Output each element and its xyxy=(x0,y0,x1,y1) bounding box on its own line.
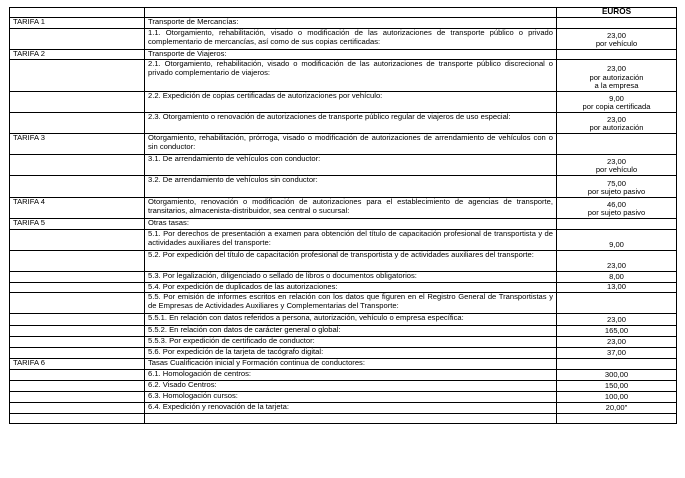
tarifa-cell: TARIFA 3 xyxy=(10,134,145,155)
description-cell: 6.3. Homologación cursos: xyxy=(145,392,557,403)
euros-header: EUROS xyxy=(557,8,677,18)
table-row xyxy=(10,403,677,414)
table-row xyxy=(10,50,677,60)
table-row xyxy=(10,219,677,230)
amount-cell: 23,00 xyxy=(557,314,677,326)
tarifa-cell: TARIFA 5 xyxy=(10,219,145,230)
tarifa-cell xyxy=(10,272,145,283)
description-cell: Transporte de Mercancías: xyxy=(145,18,557,29)
tarifa-cell xyxy=(10,176,145,198)
table-row xyxy=(10,134,677,155)
table-row xyxy=(10,198,677,219)
tarifa-cell: TARIFA 4 xyxy=(10,198,145,219)
tarifa-cell xyxy=(10,8,145,18)
description-cell: 5.5.2. En relación con datos de carácter general o global: xyxy=(145,326,557,337)
description-cell: 5.3. Por legalización, diligenciado o sellado de libros o documentos obligatorios: xyxy=(145,272,557,283)
description-cell: Transporte de Viajeros: xyxy=(145,50,557,60)
table-row xyxy=(10,283,677,293)
description-cell xyxy=(145,414,557,424)
table-row xyxy=(10,230,677,251)
amount-cell: 23,00 por vehículo xyxy=(557,155,677,176)
amount-cell: 150,00 xyxy=(557,381,677,392)
table-row xyxy=(10,155,677,176)
amount-cell xyxy=(557,18,677,29)
amount-cell: 23,00 por autorización xyxy=(557,113,677,134)
description-cell: 5.5.1. En relación con datos referidos a persona, autorización, vehículo o empresa específica: xyxy=(145,314,557,326)
description-cell: 3.1. De arrendamiento de vehículos con conductor: xyxy=(145,155,557,176)
description-cell: 6.4. Expedición y renovación de la tarjeta: xyxy=(145,403,557,414)
table-row xyxy=(10,348,677,359)
description-cell: 2.3. Otorgamiento o renovación de autorizaciones de transporte público regular de viajeros de uso especial: xyxy=(145,113,557,134)
amount-cell: 9,00 xyxy=(557,230,677,251)
description-cell: 3.2. De arrendamiento de vehículos sin conductor: xyxy=(145,176,557,198)
tariff-table xyxy=(9,7,677,424)
description-cell: 2.1. Otorgamiento, rehabilitación, visado o modificación de las autorizaciones de transporte público discrecional o privado complementario de viajeros: xyxy=(145,60,557,92)
tarifa-cell xyxy=(10,326,145,337)
tarifa-cell xyxy=(10,392,145,403)
tarifa-cell: TARIFA 1 xyxy=(10,18,145,29)
amount-cell: 13,00 xyxy=(557,283,677,293)
table-row xyxy=(10,359,677,370)
tarifa-cell xyxy=(10,29,145,50)
tarifa-cell xyxy=(10,403,145,414)
description-cell: Otorgamiento, renovación o modificación de autorizaciones para el establecimiento de agencias de transporte, transitarios, almacenista-distribuidor, sea central o sucursal: xyxy=(145,198,557,219)
amount-cell: 100,00 xyxy=(557,392,677,403)
tarifa-cell xyxy=(10,293,145,314)
amount-cell xyxy=(557,359,677,370)
amount-cell: 9,00 por copia certificada xyxy=(557,92,677,113)
description-cell: 2.2. Expedición de copias certificadas de autorizaciones por vehículo: xyxy=(145,92,557,113)
tarifa-cell xyxy=(10,370,145,381)
description-cell: 5.6. Por expedición de la tarjeta de tacógrafo digital: xyxy=(145,348,557,359)
description-cell: Otorgamiento, rehabilitación, prórroga, visado o modificación de autorizaciones de arrendamiento de vehículos con o sin conductor: xyxy=(145,134,557,155)
amount-cell xyxy=(557,293,677,314)
tarifa-cell: TARIFA 2 xyxy=(10,50,145,60)
table-row xyxy=(10,176,677,198)
tarifa-cell xyxy=(10,230,145,251)
amount-cell: 23,00 xyxy=(557,251,677,272)
tarifa-cell xyxy=(10,337,145,348)
description-cell: 5.1. Por derechos de presentación a examen para obtención del título de capacitación profesional de transportista y de actividades auxiliares del transporte: xyxy=(145,230,557,251)
table-row xyxy=(10,370,677,381)
description-cell: 1.1. Otorgamiento, rehabilitación, visado o modificación de las autorizaciones de transporte público o privado complementario de mercancías, así como de sus copias certificadas: xyxy=(145,29,557,50)
table-row xyxy=(10,314,677,326)
amount-cell xyxy=(557,219,677,230)
amount-cell: 46,00 por sujeto pasivo xyxy=(557,198,677,219)
table-row xyxy=(10,381,677,392)
tarifa-cell xyxy=(10,414,145,424)
amount-cell: 20,00" xyxy=(557,403,677,414)
table-row xyxy=(10,60,677,92)
table-row xyxy=(10,92,677,113)
amount-cell: 165,00 xyxy=(557,326,677,337)
table-row xyxy=(10,293,677,314)
description-cell: 5.5.3. Por expedición de certificado de conductor: xyxy=(145,337,557,348)
tarifa-cell xyxy=(10,155,145,176)
amount-cell: 8,00 xyxy=(557,272,677,283)
tarifa-cell xyxy=(10,348,145,359)
amount-cell: 300,00 xyxy=(557,370,677,381)
amount-cell xyxy=(557,134,677,155)
table-row xyxy=(10,113,677,134)
table-row xyxy=(10,392,677,403)
amount-cell: 23,00 por vehículo xyxy=(557,29,677,50)
amount-cell xyxy=(557,414,677,424)
tarifa-cell xyxy=(10,314,145,326)
table-row xyxy=(10,414,677,424)
amount-cell: 23,00 por autorización a la empresa xyxy=(557,60,677,92)
description-cell: 6.2. Visado Centros: xyxy=(145,381,557,392)
table-row xyxy=(10,326,677,337)
table-row xyxy=(10,8,677,18)
amount-cell: 37,00 xyxy=(557,348,677,359)
table-row xyxy=(10,18,677,29)
table-row xyxy=(10,251,677,272)
tarifa-cell xyxy=(10,113,145,134)
tariff-table-body xyxy=(10,8,677,424)
description-cell: 5.2. Por expedición del título de capacitación profesional de transportista y de actividades auxiliares del transporte: xyxy=(145,251,557,272)
tarifa-cell: TARIFA 6 xyxy=(10,359,145,370)
description-cell: 6.1. Homologación de centros: xyxy=(145,370,557,381)
tariff-document xyxy=(9,7,676,424)
description-cell xyxy=(145,8,557,18)
table-row xyxy=(10,272,677,283)
description-cell: Tasas Cualificación inicial y Formación continua de conductores: xyxy=(145,359,557,370)
table-row xyxy=(10,337,677,348)
tarifa-cell xyxy=(10,60,145,92)
description-cell: 5.5. Por emisión de informes escritos en relación con los datos que figuren en el Registro General de Transportistas y de Empresas de Actividades Auxiliares y Complementarias del Transporte: xyxy=(145,293,557,314)
table-row xyxy=(10,29,677,50)
amount-cell: 75,00 por sujeto pasivo xyxy=(557,176,677,198)
tarifa-cell xyxy=(10,251,145,272)
tarifa-cell xyxy=(10,92,145,113)
description-cell: Otras tasas: xyxy=(145,219,557,230)
tarifa-cell xyxy=(10,283,145,293)
amount-cell xyxy=(557,50,677,60)
description-cell: 5.4. Por expedición de duplicados de las autorizaciones: xyxy=(145,283,557,293)
tarifa-cell xyxy=(10,381,145,392)
amount-cell: 23,00 xyxy=(557,337,677,348)
